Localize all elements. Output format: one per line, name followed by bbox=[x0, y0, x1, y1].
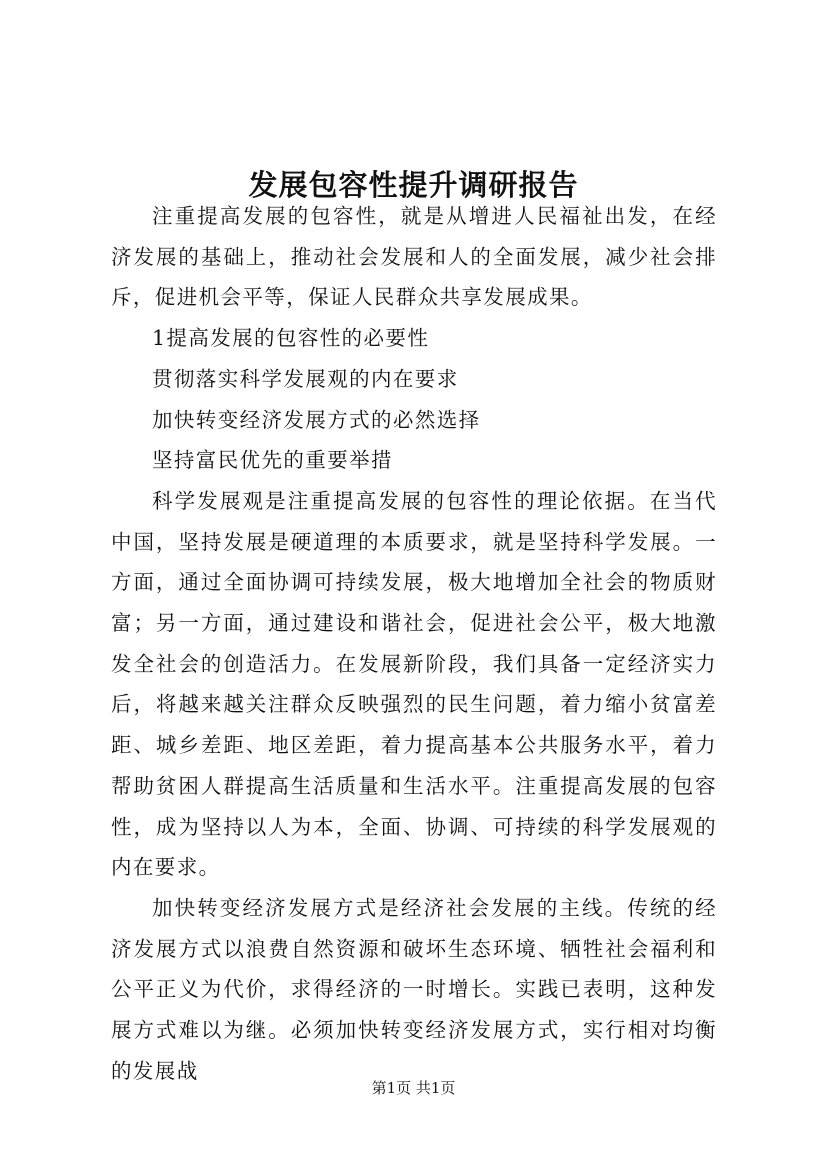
subheading-3: 坚持富民优先的重要举措 bbox=[152, 448, 393, 473]
section-heading: 1提高发展的包容性的必要性 bbox=[152, 326, 430, 351]
subheading-1: 贯彻落实科学发展观的内在要求 bbox=[152, 366, 459, 391]
body-paragraph-1: 注重提高发展的包容性，就是从增进人民福祉出发，在经济发展的基础上，推动社会发展和人的全面发展，减少社会排斥，促进机会平等，保证人民群众共享发展成果。 bbox=[111, 204, 717, 310]
body-paragraph-2: 科学发展观是注重提高发展的包容性的理论依据。在当代中国，坚持发展是硬道理的本质要求，就是坚持科学发展。一方面，通过全面协调可持续发展，极大地增加全社会的物质财富；另一方面，通过建设和谐社会，促进社会公平，极大地激发全社会的创造活力。在发展新阶段，我们具备一定经济实力后，将越来越关注群众反映强烈的民生问题，着力缩小贫富差距、城乡差距、地区差距，着力提高基本公共服务水平，着力帮助贫困人群提高生活质量和生活水平。注重提高发展的包容性，成为坚持以人为本，全面、协调、可持续的科学发展观的内在要求。 bbox=[111, 488, 717, 880]
document-title: 发展包容性提升调研报告 bbox=[248, 168, 579, 203]
subheading-2: 加快转变经济发展方式的必然选择 bbox=[152, 407, 481, 432]
document-body bbox=[111, 196, 717, 1091]
page-footer: 第1页 共1页 bbox=[371, 1079, 456, 1097]
body-paragraph-3: 加快转变经济发展方式是经济社会发展的主线。传统的经济发展方式以浪费自然资源和破坏生态环境、牺牲社会福利和公平正义为代价，求得经济的一时增长。实践已表明，这种发展方式难以为继。必须加快转变经济发展方式，实行相对均衡的发展战 bbox=[111, 895, 717, 1083]
